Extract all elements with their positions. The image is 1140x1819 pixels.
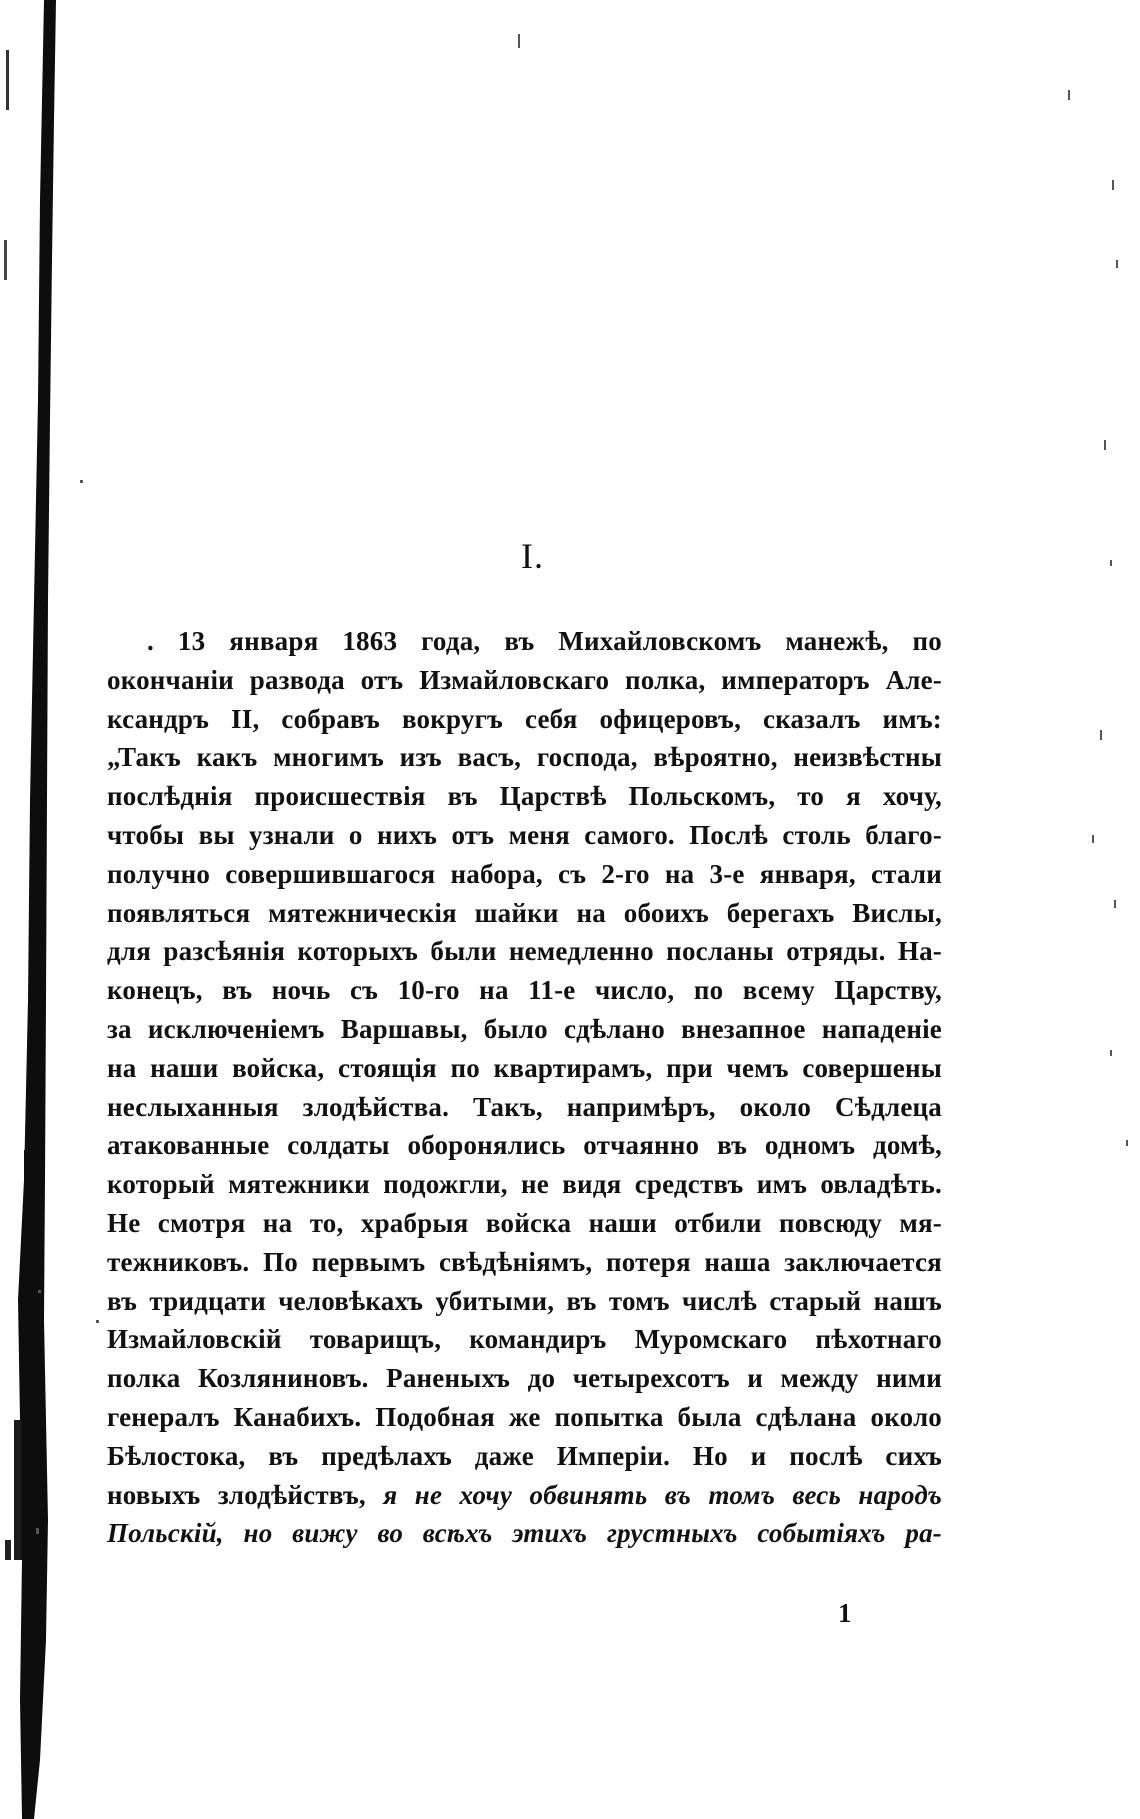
text-line: неслыханныя злодѣйства. Такъ, напримѣръ, около Сѣдлеца: [107, 1091, 942, 1122]
text-line-mixed: [107, 1476, 942, 1515]
body-text: [107, 622, 942, 1553]
text-line: въ тридцати человѣкахъ убитыми, въ томъ числѣ старый нашъ: [107, 1285, 942, 1316]
text-line: появляться мятежническія шайки на обоихъ берегахъ Вислы,: [107, 897, 942, 928]
text-line: ксандръ II, собравъ вокругъ себя офицеровъ, сказалъ имъ:: [107, 703, 942, 734]
chapter-numeral: I.: [521, 536, 544, 576]
text-line: получно совершившагося набора, съ 2-го на 3-е января, стали: [107, 858, 942, 889]
binding-edge-shadow: [0, 0, 62, 1819]
text-line: атакованные солдаты оборонялись отчаянно въ одномъ домѣ,: [107, 1130, 942, 1161]
text-line: тежниковъ. По первымъ свѣдѣніямъ, потеря наша заключается: [107, 1246, 942, 1277]
text-line: послѣднія происшествія въ Царствѣ Польскомъ, то я хочу,: [107, 781, 942, 812]
text-line: окончаніи развода отъ Измайловскаго полка, императоръ Але-: [107, 664, 942, 695]
text-line: . 13 января 1863 года, въ Михайловскомъ манежѣ, по: [147, 626, 942, 656]
text-line-italic: Польскій, но вижу во всѣхъ этихъ грустныхъ событіяхъ ра-: [107, 1518, 942, 1549]
text-line: Бѣлостока, въ предѣлахъ даже Имперіи. Но и послѣ сихъ: [107, 1440, 942, 1471]
text-line: чтобы вы узнали о нихъ отъ меня самого. Послѣ столь благо-: [107, 819, 942, 850]
text-line: „Такъ какъ многимъ изъ васъ, господа, вѣроятно, неизвѣстны: [107, 742, 942, 773]
page-number: 1: [838, 1598, 852, 1628]
text-line: на наши войска, стоящія по квартирамъ, при чемъ совершены: [107, 1052, 942, 1083]
text-line: который мятежники подожгли, не видя средствъ имъ овладѣть.: [107, 1169, 942, 1200]
text-line: конецъ, въ ночь съ 10-го на 11-е число, по всему Царству,: [107, 975, 942, 1006]
text-line: Не смотря на то, храбрыя войска наши отбили повсюду мя-: [107, 1207, 942, 1238]
text-line: генералъ Канабихъ. Подобная же попытка была сдѣлана около: [107, 1401, 942, 1432]
text-line: полка Козляниновъ. Раненыхъ до четырехсотъ и между ними: [107, 1363, 942, 1394]
text-roman-part: новыхъ злодѣйствъ,: [107, 1479, 366, 1510]
text-italic-part: я не хочу обвинять въ томъ весь народъ: [383, 1479, 943, 1510]
text-line: Измайловскій товарищъ, командиръ Муромскаго пѣхотнаго: [107, 1324, 942, 1355]
text-line: за исключеніемъ Варшавы, было сдѣлано внезапное нападеніе: [107, 1013, 942, 1044]
text-line: для разсѣянія которыхъ были немедленно посланы отряды. На-: [107, 936, 942, 967]
